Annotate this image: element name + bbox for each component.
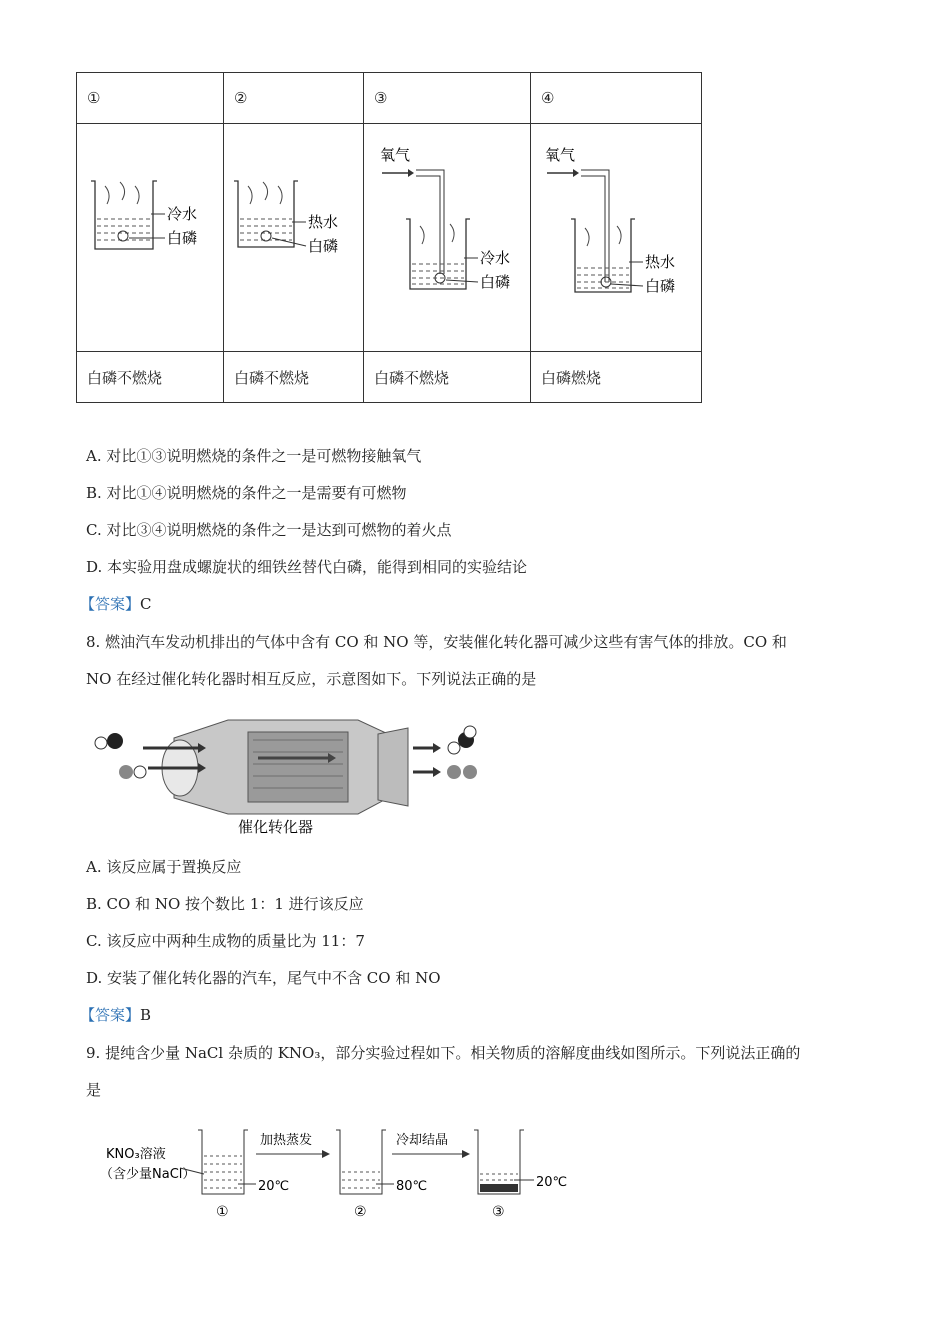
q7-option-c: C. 对比③④说明燃烧的条件之一是达到可燃物的着火点 (86, 521, 452, 539)
solution-impurity-label: （含少量NaCl） (100, 1167, 196, 1182)
beaker-figure-1 (77, 124, 223, 347)
header-cell-3: ③ (364, 73, 531, 124)
catalytic-converter-figure (88, 708, 488, 840)
beaker-figure-4 (531, 124, 701, 347)
table-figure-row (77, 124, 702, 352)
label-cold-water-3: 冷水 (480, 249, 511, 267)
q9-stem-line2: 是 (86, 1081, 102, 1099)
step-label-2: 冷却结晶 (396, 1133, 449, 1148)
figure-caption: 催化转化器 (238, 818, 314, 836)
molecule-n-atom (463, 765, 477, 779)
experiment-table (76, 72, 702, 403)
figure-cell-1 (77, 124, 224, 352)
q8-option-c: C. 该反应中两种生成物的质量比为 11：7 (86, 932, 365, 950)
answer-value: B (140, 1006, 152, 1024)
molecule-o-atom (134, 766, 146, 778)
molecule-o-atom (95, 737, 107, 749)
temp-label-3: 20℃ (536, 1175, 568, 1190)
result-cell-4: 白磷燃烧 (531, 352, 702, 403)
temp-label-1: 20℃ (258, 1179, 290, 1194)
beaker-mark-1: ① (216, 1204, 229, 1220)
q8-stem-line1: 8. 燃油汽车发动机排出的气体中含有 CO 和 NO 等，安装催化转化器可减少这些有害气体的排放。CO 和 (86, 633, 787, 651)
molecule-c-atom (107, 733, 123, 749)
beaker-mark-2: ② (354, 1204, 367, 1220)
q7-option-a: A. 对比①③说明燃烧的条件之一是可燃物接触氧气 (86, 447, 422, 465)
q8-option-a: A. 该反应属于置换反应 (86, 858, 242, 876)
label-oxygen-4: 氧气 (545, 146, 576, 164)
answer-tag: 【答案】 (80, 1006, 141, 1024)
label-oxygen-3: 氧气 (380, 146, 411, 164)
beaker-mark-3: ③ (492, 1204, 505, 1220)
q7-answer (80, 594, 152, 614)
molecule-n-atom (119, 765, 133, 779)
answer-value: C (140, 595, 152, 613)
q8-option-d: D. 安装了催化转化器的汽车，尾气中不含 CO 和 NO (86, 969, 441, 987)
molecule-o-atom (448, 742, 460, 754)
solution-label: KNO₃溶液 (106, 1147, 166, 1162)
crystallization-process-figure (100, 1122, 580, 1222)
beaker-figure-3 (364, 124, 530, 347)
result-cell-1: 白磷不燃烧 (77, 352, 224, 403)
molecule-o-atom (464, 726, 476, 738)
q8-option-b: B. CO 和 NO 按个数比 1：1 进行该反应 (86, 895, 364, 913)
crystal-deposit (480, 1184, 518, 1192)
label-white-phosphorus-3: 白磷 (480, 273, 511, 291)
label-hot-water-4: 热水 (645, 253, 676, 271)
q8-stem-line2: NO 在经过催化转化器时相互反应，示意图如下。下列说法正确的是 (86, 670, 537, 688)
temp-label-2: 80℃ (396, 1179, 428, 1194)
header-cell-4: ④ (531, 73, 702, 124)
header-cell-1: ① (77, 73, 224, 124)
table-result-row (77, 352, 702, 403)
molecule-n-atom (447, 765, 461, 779)
step-label-1: 加热蒸发 (260, 1133, 313, 1148)
label-white-phosphorus-1: 白磷 (167, 229, 198, 247)
figure-cell-2 (224, 124, 364, 352)
label-cold-water-1: 冷水 (167, 205, 198, 223)
figure-cell-4 (531, 124, 702, 352)
q8-answer (80, 1005, 151, 1025)
figure-cell-3 (364, 124, 531, 352)
beaker-figure-2 (224, 124, 363, 347)
q7-option-b: B. 对比①④说明燃烧的条件之一是需要有可燃物 (86, 484, 407, 502)
q7-option-d: D. 本实验用盘成螺旋状的细铁丝替代白磷，能得到相同的实验结论 (86, 558, 528, 576)
label-white-phosphorus-2: 白磷 (308, 237, 339, 255)
label-white-phosphorus-4: 白磷 (645, 277, 676, 295)
result-cell-2: 白磷不燃烧 (224, 352, 364, 403)
q9-stem-line1: 9. 提纯含少量 NaCl 杂质的 KNO₃，部分实验过程如下。相关物质的溶解度曲线如图所示。下列说法正确的 (86, 1044, 801, 1062)
label-hot-water-2: 热水 (308, 213, 339, 231)
result-cell-3: 白磷不燃烧 (364, 352, 531, 403)
table-header-row (77, 73, 702, 124)
header-cell-2: ② (224, 73, 364, 124)
answer-tag: 【答案】 (80, 595, 141, 613)
